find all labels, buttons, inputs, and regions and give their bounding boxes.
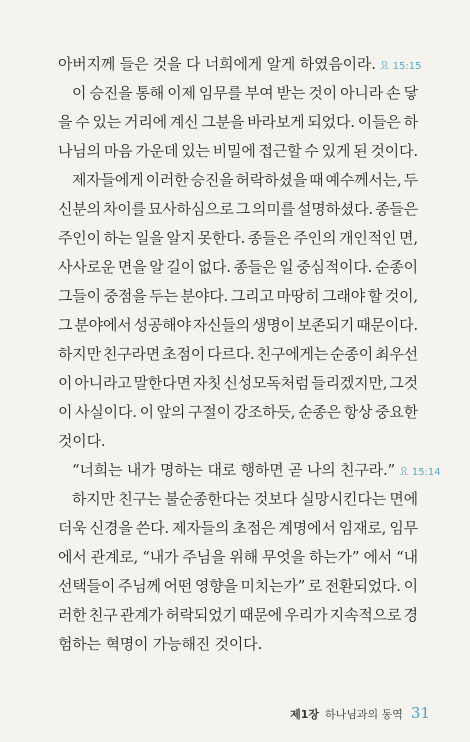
text-line [58,108,418,137]
word: 보존되기 [297,316,355,334]
word: 일을 [134,229,164,247]
word: 에서 [363,548,393,566]
word: 사실이다. [75,403,137,421]
line-text: “너희는 내가 명하는 대로 행하면 곧 나의 친구라.” [72,461,395,479]
word: 친구 [89,606,118,624]
word: 바라보게 [247,113,305,131]
word: 수 [304,142,319,160]
word: 그리고 [230,287,274,305]
word: 관계가 [120,606,163,624]
text-line [58,485,418,514]
word: 마땅히 [276,287,320,305]
word: 초점이 [162,345,206,363]
word: 것보다 [253,490,297,508]
word: 종들은 [375,200,418,218]
text-line [58,137,418,166]
page-footer [290,704,430,722]
word: 되었다. [307,113,355,131]
word: 위해 [229,548,258,566]
word: 하지만 [72,490,115,508]
word: 말한다면 [133,374,191,392]
word: 면을 [117,258,147,276]
word: “내 [396,548,418,566]
word: 것이 [308,84,337,102]
word: 비밀에 [212,142,256,160]
text-line [58,50,422,79]
text-line [58,630,418,659]
word: 있는 [181,142,210,160]
word: 임무를 [198,84,242,102]
word: 주님을 [182,548,226,566]
word: 것이다. [370,142,418,160]
word: 이 [58,403,73,421]
word: 에서 [58,548,87,566]
scripture-reference: 요 15:15 [379,61,422,72]
word: 설명하셨다. [296,200,374,218]
word: 순종이 [375,258,418,276]
word: 손 [386,84,401,102]
page-number: 31 [410,704,430,722]
word: 있는 [92,113,122,131]
word: 면, [399,229,418,247]
line-text: 아버지께 들은 것을 다 너희에게 알게 하였음이라. [58,55,376,73]
text-line [58,195,418,224]
word: 성공해야 [133,316,191,334]
word: 수 [75,113,90,131]
word: 계명에서 [278,519,336,537]
word: 쓴다. [135,519,169,537]
word: 두 [403,171,418,189]
text-line [58,224,418,253]
word: 더욱 [58,519,87,537]
word: 나님의 [58,142,101,160]
word: 의미를 [252,200,295,218]
word: 마음 [103,142,133,160]
word: 것이, [384,287,418,305]
word: 면에 [389,490,418,508]
word: 때문이다. [356,316,418,334]
text-line [58,572,418,601]
word: 없다. [197,258,231,276]
word: 선택들이 [58,577,116,595]
word: 종들은 [233,258,277,276]
word: 그 [58,316,73,334]
word: 접근할 [258,142,302,160]
word: 된 [353,142,368,160]
word: 그분을 [201,113,245,131]
word: 그들이 [58,287,101,305]
word: 중점을 [103,287,147,305]
word: 이들은 [357,113,401,131]
word: “내가 [142,548,179,566]
word: 종들은 [247,229,291,247]
text-line [58,398,418,427]
word: 묘사하심으로 [147,200,234,218]
word: 미치는가” [240,577,306,595]
word: 분야에서 [74,316,132,334]
word: 자칫 [192,374,222,392]
word: 임재로, [338,519,387,537]
text-line [58,340,418,369]
word: 친구라면 [102,345,161,363]
word: 허락되었기 [165,606,237,624]
word: 전환되었다. [324,577,401,595]
word: 최우선 [375,345,418,363]
word: 이 [58,374,73,392]
word: 지속적으로 [329,606,402,624]
word: 실망시킨다는 [300,490,386,508]
word: 이 [403,577,418,595]
word: 그 [235,200,250,218]
text-line [58,282,418,311]
word: 주인의 [293,229,337,247]
word: 승진을 [89,84,133,102]
word: 항상 [343,403,373,421]
text-line [58,456,441,485]
word: 차이를 [102,200,146,218]
word: 을 [58,113,73,131]
word: 중요한 [375,403,418,421]
word: 때문에 [239,606,283,624]
word: 불순종한다는 [164,490,251,508]
word: 그래야 [322,287,366,305]
text-line [58,253,418,282]
word: 예수께서는, [325,171,402,189]
text-line [58,311,418,340]
text-line [58,543,418,572]
word: 우리가 [284,606,328,624]
word: 신경을 [89,519,133,537]
word: 신분의 [58,200,101,218]
chapter-title: 하나님과의 동역 [325,708,403,721]
word: 친구는 [118,490,162,508]
word: 관계로, [90,548,139,566]
word: 승진을 [190,171,234,189]
word: 부여 [244,84,274,102]
word: 구절이 [187,403,231,421]
word: 다르다. [207,345,255,363]
word: 알지 [166,229,195,247]
word: 러한 [58,606,87,624]
word: 이제 [167,84,196,102]
word: 하는가” [309,548,360,566]
word: 이 [72,84,87,102]
word: 앞의 [156,403,186,421]
line-text: 것이다. [58,432,106,450]
word: 때 [309,171,324,189]
word: 분야다. [180,287,229,305]
word: 그것 [389,374,418,392]
word: 로 [307,577,323,595]
body-text [58,50,441,659]
word: 거리에 [124,113,167,131]
word: 초점은 [232,519,276,537]
scripture-reference: 요 15:14 [399,467,441,478]
word: 들리겠지만, [311,374,388,392]
word: 친구에게는 [256,345,329,363]
word: 영향을 [194,577,238,595]
text-line [58,369,418,398]
word: 못한다. [197,229,246,247]
word: 일 [279,258,294,276]
word: 계신 [169,113,199,131]
word: 임무 [389,519,418,537]
word: 개인적인 [339,229,397,247]
text-line [58,514,418,543]
word: 제자들의 [172,519,230,537]
word: 신성모독처럼 [223,374,310,392]
word: 아니라고 [74,374,132,392]
word: 생명이 [252,316,295,334]
word: 사사로운 [58,258,116,276]
chapter-label: 제1장 [290,708,320,721]
word: 순종이 [330,345,374,363]
word: 하 [403,113,418,131]
word: 두는 [149,287,178,305]
word: 주인이 [58,229,101,247]
text-line [58,427,418,456]
word: 주님께 [117,577,161,595]
word: 하지만 [58,345,101,363]
text-line [58,601,418,630]
word: 경 [403,606,418,624]
word: 무엇을 [262,548,305,566]
word: 가운데 [135,142,179,160]
word: 할 [367,287,383,305]
text-line [58,166,418,195]
word: 허락하셨을 [235,171,307,189]
word: 있게 [321,142,351,160]
word: 하는 [103,229,133,247]
word: 닿 [403,84,418,102]
word: 통해 [135,84,165,102]
word: 길이 [166,258,195,276]
word: 이 [139,403,154,421]
word: 중심적이다. [296,258,373,276]
word: 순종은 [298,403,341,421]
line-text: 험하는 혁명이 가능해진 것이다. [58,635,263,653]
word: 강조하듯, [233,403,296,421]
word: 알 [149,258,164,276]
word: 자신들의 [192,316,250,334]
word: 받는 [276,84,306,102]
word: 이러한 [145,171,189,189]
word: 제자들에게 [72,171,144,189]
word: 아니라 [340,84,384,102]
text-line [58,79,418,108]
word: 어떤 [163,577,193,595]
